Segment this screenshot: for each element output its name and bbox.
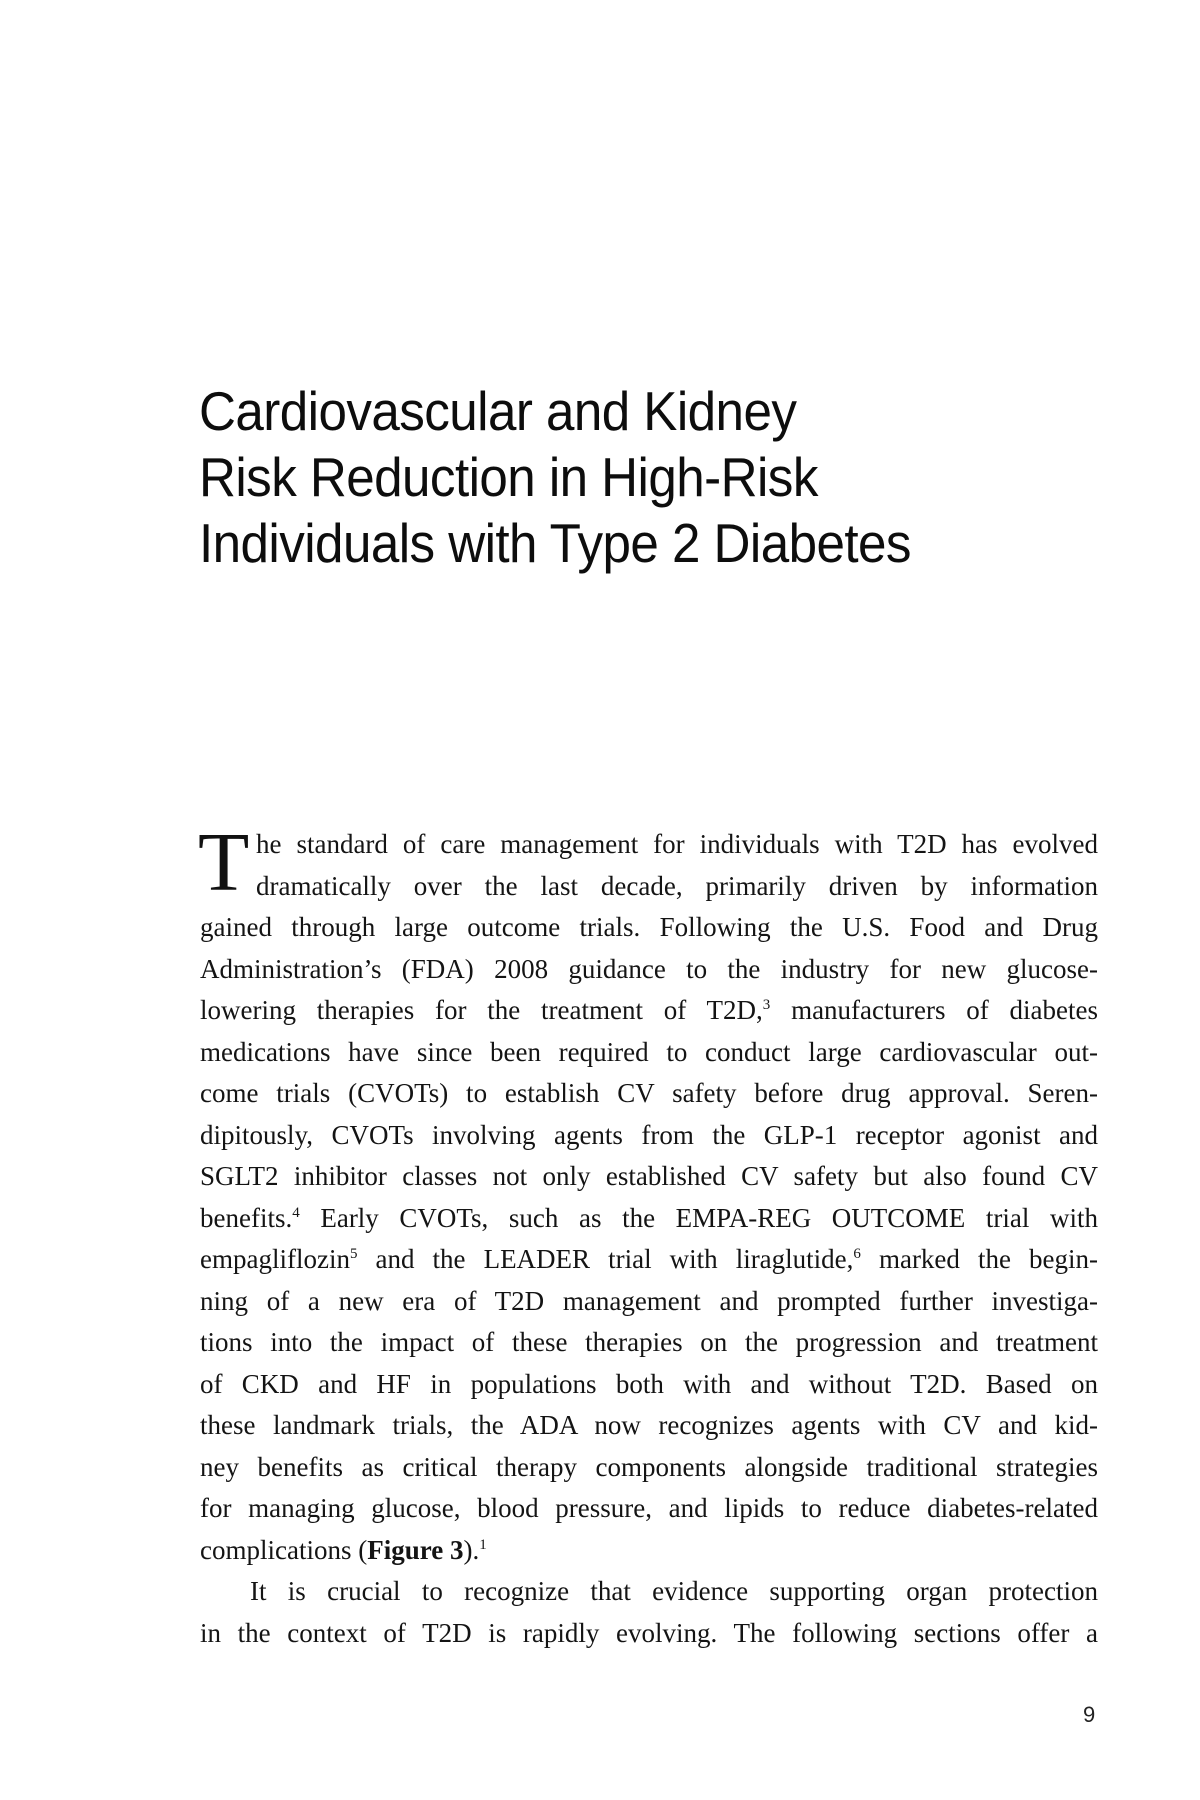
line-text: of CKD and HF in populations both with and without T2D. Based on xyxy=(200,1368,1098,1399)
body-line-15 xyxy=(200,1405,1098,1447)
body-line-9 xyxy=(200,1156,1098,1198)
line-text: complications ( xyxy=(200,1534,368,1565)
line-text: ney benefits as critical therapy components alongside traditional strategies xyxy=(200,1451,1098,1482)
line-text: in the context of T2D is rapidly evolving. The following sections offer a xyxy=(200,1617,1098,1648)
chapter-title-line-3: Individuals with Type 2 Diabetes xyxy=(199,512,911,574)
body-text xyxy=(198,816,1098,1654)
body-line-7 xyxy=(200,1073,1098,1115)
line-text: come trials (CVOTs) to establish CV safety before drug approval. Seren- xyxy=(200,1078,1098,1108)
citation-4: 4 xyxy=(292,1204,300,1221)
line-text: benefits. xyxy=(200,1202,293,1233)
line-text: Administration’s (FDA) 2008 guidance to the industry for new glucose- xyxy=(200,953,1098,984)
line-text: Early CVOTs, such as the EMPA-REG OUTCOME trial with xyxy=(299,1202,1098,1233)
body-line-1 xyxy=(200,824,1098,866)
citation-1: 1 xyxy=(479,1536,487,1553)
body-line-13 xyxy=(200,1322,1098,1364)
body-line-10 xyxy=(200,1198,1098,1240)
citation-5: 5 xyxy=(349,1246,358,1262)
chapter-title-line-1: Cardiovascular and Kidney xyxy=(199,380,797,442)
body-line-6 xyxy=(200,1032,1098,1074)
line-text: empagliflozin xyxy=(200,1244,350,1274)
line-text: gained through large outcome trials. Following the U.S. Food and Drug xyxy=(200,912,1098,942)
line-text: SGLT2 inhibitor classes not only established CV safety but also found CV xyxy=(200,1161,1098,1191)
line-text: marked the begin- xyxy=(860,1244,1098,1274)
body-line-20 xyxy=(200,1613,1098,1655)
body-line-12 xyxy=(200,1281,1098,1323)
body-line-19 xyxy=(200,1571,1098,1613)
chapter-title-line-2: Risk Reduction in High-Risk xyxy=(199,446,818,508)
line-text: ning of a new era of T2D management and prompted further investiga- xyxy=(200,1285,1098,1316)
line-text: medications have since been required to conduct large cardiovascular out- xyxy=(200,1036,1098,1067)
body-line-3 xyxy=(200,907,1098,949)
line-text: tions into the impact of these therapies on the progression and treatment xyxy=(200,1327,1098,1357)
body-line-4 xyxy=(200,949,1098,991)
page-number: 9 xyxy=(1083,1702,1096,1727)
body-line-8 xyxy=(200,1115,1098,1157)
line-text: manufacturers of diabetes xyxy=(770,995,1098,1025)
line-text: he standard of care management for individuals with T2D has evolved xyxy=(256,829,1098,859)
line-text: ). xyxy=(463,1534,480,1565)
body-line-17 xyxy=(200,1488,1098,1530)
body-line-5 xyxy=(200,990,1098,1032)
line-text: these landmark trials, the ADA now recognizes agents with CV and kid- xyxy=(200,1410,1098,1440)
chapter-title xyxy=(199,378,1055,576)
citation-6: 6 xyxy=(853,1246,861,1262)
body-line-11 xyxy=(200,1239,1098,1281)
drop-cap: T xyxy=(198,816,250,909)
body-line-2 xyxy=(200,866,1098,908)
figure-reference[interactable]: Figure 3 xyxy=(367,1534,464,1565)
line-text: for managing glucose, blood pressure, and lipids to reduce diabetes-related xyxy=(200,1493,1098,1523)
citation-3: 3 xyxy=(762,997,771,1013)
line-text: and the LEADER trial with liraglutide, xyxy=(357,1244,854,1274)
line-text: dipitously, CVOTs involving agents from the GLP-1 receptor agonist and xyxy=(200,1119,1098,1150)
body-line-14 xyxy=(200,1364,1098,1406)
line-text: It is crucial to recognize that evidence supporting organ protection xyxy=(250,1576,1098,1606)
line-text: lowering therapies for the treatment of T2D, xyxy=(200,995,763,1025)
body-line-16 xyxy=(200,1447,1098,1489)
body-line-18 xyxy=(200,1530,1098,1572)
line-text: dramatically over the last decade, primarily driven by information xyxy=(256,870,1098,901)
